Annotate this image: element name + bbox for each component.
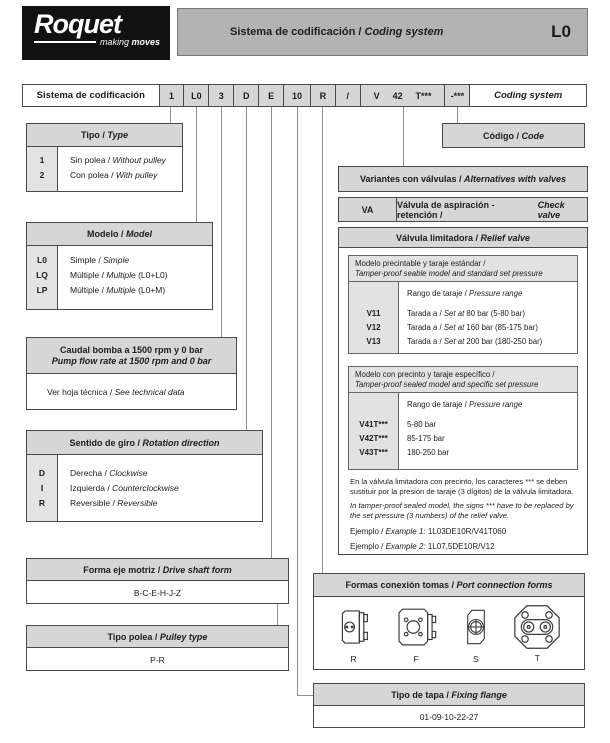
connector-flange-h <box>297 695 314 696</box>
title-bar <box>177 8 588 56</box>
pump-front-f-icon <box>393 602 439 652</box>
tagline-bold: moves <box>131 37 160 47</box>
model-code-lq: LQ <box>36 270 48 280</box>
model-header: Modelo / Model <box>27 223 212 246</box>
valve-variants-box: Variantes con válvulas / Alternatives with valves <box>338 166 588 192</box>
coding-row-label: Sistema de codificación <box>23 85 159 106</box>
connector-type <box>170 107 171 123</box>
pulley-box <box>26 625 289 671</box>
shaft-box <box>26 558 289 604</box>
port-form-r-label: R <box>350 654 357 664</box>
type-box <box>26 123 183 192</box>
type-header: Tipo / Type <box>27 124 182 147</box>
relief-note-en: In tamper-proof sealed model, the signs *** have to be replaced by the set pressure (3 numbers) of the relief valve. <box>350 501 574 520</box>
relief-example-1: Ejemplo / Example 1: 1L03DE10R/V41T060 <box>350 527 507 536</box>
port-form-s <box>461 602 491 664</box>
fixing-flange-body: 01-09-10-22-27 <box>419 712 479 722</box>
connector-flow <box>221 107 222 337</box>
rotation-box <box>26 430 263 522</box>
flow-header: Caudal bomba a 1500 rpm y 0 bar Pump flow rate at 1500 rpm and 0 bar <box>27 338 236 374</box>
type-row-1: Sin polea / Without pulley <box>70 155 166 165</box>
check-valve-label: Válvula de aspiración - retención / Check valve <box>397 199 565 220</box>
page-title: Sistema de codificación / Coding system <box>230 26 444 38</box>
shaft-body: B-C-E-H-J-Z <box>133 587 182 598</box>
port-form-r <box>336 602 372 664</box>
std-code-v11: V11 <box>349 307 399 321</box>
model-row-1: Simple / Simple <box>70 255 130 265</box>
spec-row-v43: 180-250 bar <box>407 448 450 457</box>
model-code-lp: LP <box>36 285 48 295</box>
connector-model <box>196 107 197 222</box>
code-cell-ports: R <box>310 85 335 106</box>
shaft-header: Forma eje motriz / Drive shaft form <box>27 559 288 581</box>
flange-t-icon <box>512 603 562 651</box>
rotation-code-r: R <box>38 498 46 508</box>
std-row-v12: Tarada a / Set at 160 bar (85-175 bar) <box>407 323 538 332</box>
pulley-body: P-R <box>150 654 165 665</box>
rotation-code-i: I <box>40 483 44 493</box>
relief-valve-box <box>338 227 588 555</box>
type-code-2: 2 <box>39 170 45 180</box>
model-box <box>26 222 213 310</box>
model-row-3: Múltiple / Multiple (L0+M) <box>70 285 166 295</box>
specific-range-label: Rango de taraje / Pressure range <box>407 400 523 409</box>
std-code-v12: V12 <box>349 321 399 335</box>
connector-rotation <box>246 107 247 430</box>
flow-box <box>26 337 237 410</box>
pump-side-s-icon <box>461 602 491 652</box>
spec-code-v43: V43T*** <box>349 446 399 460</box>
port-forms-header: Formas conexión tomas / Port connection forms <box>314 574 584 597</box>
model-code: L0 <box>551 22 571 41</box>
connector-code <box>457 107 458 123</box>
connector-ports <box>322 107 323 573</box>
std-row-v13: Tarada a / Set at 200 bar (180-250 bar) <box>407 337 543 346</box>
pump-side-r-icon <box>336 602 372 652</box>
port-form-t-label: T <box>534 653 540 663</box>
check-valve-box <box>338 197 588 222</box>
connector-shaft <box>271 107 272 558</box>
port-form-s-label: S <box>472 654 479 664</box>
standard-pressure-box <box>348 255 578 354</box>
model-row-2: Múltiple / Multiple (L0+L0) <box>70 270 168 280</box>
spec-row-v42: 85-175 bar <box>407 434 445 443</box>
rotation-row-1: Derecha / Clockwise <box>70 468 148 478</box>
port-forms-box <box>313 573 585 670</box>
spec-code-v42: V42T*** <box>349 432 399 446</box>
type-code-1: 1 <box>39 155 45 165</box>
code-cell-valves: V 42 T*** <box>360 85 445 106</box>
connector-shaft-pulley <box>277 604 278 625</box>
fixing-flange-box <box>313 683 585 728</box>
spec-code-v41: V41T*** <box>349 418 399 432</box>
code-cell-slash: / <box>335 85 360 106</box>
spec-row-v41: 5-80 bar <box>407 420 437 429</box>
std-row-v11: Tarada a / Set at 80 bar (5-80 bar) <box>407 309 525 318</box>
tagline-light: making <box>99 37 129 47</box>
port-form-t <box>512 603 562 663</box>
specific-pressure-header: Modelo con precinto y taraje específico / Tamper-proof sealed model and specific set pressure <box>349 367 577 393</box>
connector-valves <box>403 107 404 166</box>
logo-underline <box>34 41 96 43</box>
code-cell-model: L0 <box>183 85 208 106</box>
code-box: Código / Code <box>442 123 585 148</box>
standard-pressure-header: Modelo precintable y taraje estándar / Tamper-proof seable model and standard set pressure <box>349 256 577 282</box>
code-cell-rotation: D <box>233 85 258 106</box>
std-code-v13: V13 <box>349 335 399 349</box>
specific-pressure-box <box>348 366 578 470</box>
port-form-f <box>393 602 439 664</box>
code-cell-shaft: E <box>258 85 283 106</box>
flow-body: Ver hoja técnica / See technical data <box>47 387 185 397</box>
coding-row-label-en: Coding system <box>469 85 586 106</box>
code-cell-type: 1 <box>159 85 184 106</box>
rotation-row-2: Izquierda / Counterclockwise <box>70 483 179 493</box>
standard-range-label: Rango de taraje / Pressure range <box>407 289 523 298</box>
coding-row <box>22 84 587 107</box>
rotation-code-d: D <box>38 468 46 478</box>
port-form-f-label: F <box>413 654 419 664</box>
rotation-row-3: Reversible / Reversible <box>70 498 158 508</box>
brand-name: Roquet <box>34 9 121 39</box>
code-cell-suffix: -*** <box>444 85 469 106</box>
relief-example-2: Ejemplo / Example 2: 1L07,5DE10R/V12 <box>350 542 495 551</box>
pulley-header: Tipo polea / Pulley type <box>27 626 288 648</box>
relief-valve-header: Válvula limitadora / Relief valve <box>339 228 587 248</box>
logo-rule <box>22 58 170 60</box>
code-cell-flange: 10 <box>283 85 310 106</box>
relief-note-es: En la válvula limitadora con precinto, los caracteres *** se deben sustituir por la presión de taraje (3 dígitos) de la válvula limitadora. <box>350 477 574 496</box>
fixing-flange-header: Tipo de tapa / Fixing flange <box>314 684 584 706</box>
model-code-l0: L0 <box>37 255 47 265</box>
check-valve-code: VA <box>339 198 397 221</box>
rotation-header: Sentido de giro / Rotation direction <box>27 431 262 455</box>
connector-flange-v <box>297 107 298 696</box>
logo-box <box>22 6 170 58</box>
type-row-2: Con polea / With pulley <box>70 170 158 180</box>
code-cell-flow: 3 <box>208 85 233 106</box>
